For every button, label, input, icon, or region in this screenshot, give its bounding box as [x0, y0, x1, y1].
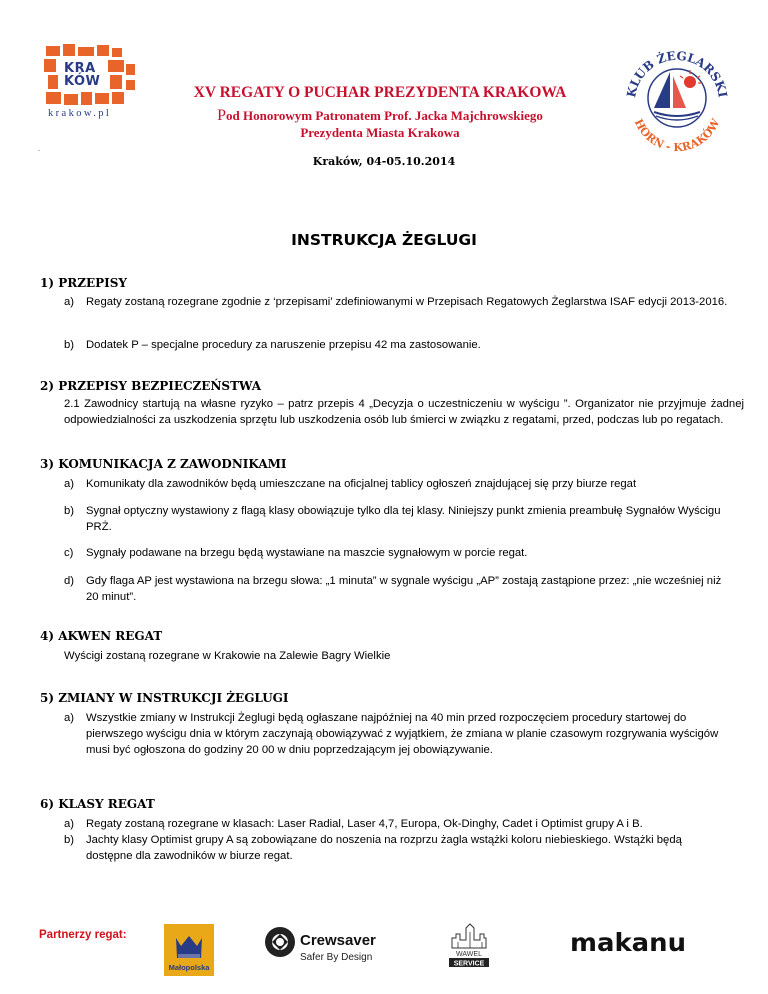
- list-item: [64, 337, 730, 353]
- section-heading-3: 3) KOMUNIKACJA Z ZAWODNIKAMI: [40, 457, 287, 471]
- item-label: a): [64, 296, 75, 308]
- item-label: a): [64, 712, 75, 724]
- section-paragraph: 2.1 Zawodnicy startują na własne ryzyko – patrz przepis 4 „Decyzja o uczestniczeniu w wyścigu ”. Organizator nie przyjmuje żadnej odpowiedzialności za uszkodzenia sprzętu lub uszkodzenia osób lub śmierci w związku z regatami, przed, podczas lub po regatach.: [64, 398, 744, 426]
- item-text: Regaty zostaną rozegrane zgodnie z ‘przepisami’ zdefiniowanymi w Przepisach Regatowych Żeglarstwa ISAF edycji 2013-2016.: [86, 296, 728, 308]
- section-paragraph: Wyścigi zostaną rozegrane w Krakowie na Zalewie Bagry Wielkie: [64, 650, 391, 662]
- patronage-first-letter: P: [217, 107, 227, 124]
- item-label: b): [64, 834, 75, 846]
- club-logo-top-text: KLUB ŻEGLARSKI: [624, 48, 730, 99]
- list-item: [64, 476, 730, 492]
- list-item: [64, 832, 730, 864]
- item-text: Regaty zostaną rozegrane w klasach: Laser Radial, Laser 4,7, Europa, Ok-Dinghy, Cadet i Optimist grupy A i B.: [86, 818, 643, 830]
- crown-icon: [164, 924, 214, 976]
- item-text: Sygnały podawane na brzegu będą wystawiane na maszcie sygnałowym w porcie regat.: [86, 547, 528, 559]
- patronage-line: [150, 107, 610, 125]
- list-item: [64, 545, 730, 561]
- krakow-logo-word2: KÓW: [64, 74, 101, 89]
- place-date: Kraków, 04-05.10.2014: [312, 155, 456, 168]
- item-label: b): [64, 505, 75, 517]
- malopolska-logo: [164, 924, 214, 976]
- makanu-wordmark-icon: [570, 930, 686, 954]
- item-label: c): [64, 547, 74, 559]
- wawel-bottom-text: SERVICE: [453, 960, 485, 968]
- list-item: [64, 294, 730, 310]
- section-heading-5: 5) ZMIANY W INSTRUKCJI ŻEGLUGI: [40, 691, 289, 705]
- crewsaver-text: Crewsaver: [300, 932, 376, 949]
- item-label: b): [64, 339, 75, 351]
- crewsaver-ring-icon: [263, 925, 385, 965]
- crewsaver-tagline: Safer By Design: [300, 952, 373, 963]
- makanu-text: makanu: [570, 930, 686, 954]
- section-heading-2: 2) PRZEPISY BEZPIECZEŃSTWA: [40, 379, 262, 393]
- wawel-castle-icon: [444, 922, 494, 970]
- item-text: Gdy flaga AP jest wystawiona na brzegu słowa: „1 minuta” w sygnale wyścigu „AP” zostają zastąpione przez: „nie wcześniej niż 20 minut”.: [86, 575, 722, 603]
- item-text: Dodatek P – specjalne procedury za naruszenie przepisu 42 ma zastosowanie.: [86, 339, 481, 351]
- malopolska-text: Małopolska: [168, 963, 210, 972]
- list-item: [64, 573, 730, 605]
- patronage-rest: od Honorowym Patronatem Prof. Jacka Majchrowskiego: [226, 108, 543, 123]
- item-label: a): [64, 478, 75, 490]
- item-text: Wszystkie zmiany w Instrukcji Żeglugi będą ogłaszane najpóźniej na 40 min przed rozpoczęciem procedury startowej do pierwszego wyścigu dnia w którym zaczynają obowiązywać z wyjątkiem, że zmiana w planie czasowym rozgrywania wyścigów musi być ogłoszona do godziny 20 00 w dniu poprzedzającym jej obowiązywanie.: [86, 712, 719, 756]
- krakow-logo: [44, 44, 136, 124]
- section-heading-1: 1) PRZEPISY: [40, 276, 127, 290]
- krakow-logo-word1: KRA: [64, 61, 96, 76]
- item-text: Jachty klasy Optimist grupy A są zobowiązane do noszenia na rozprzu żagla wstążki koloru niebieskiego. Wstążki będą dostępne dla zawodników w biurze regat.: [86, 834, 682, 862]
- club-logo-bottom-text: HORN - KRAKÓW: [631, 116, 723, 154]
- list-item: [64, 816, 730, 832]
- regatta-title: XV REGATY O PUCHAR PREZYDENTA KRAKOWA: [193, 84, 567, 101]
- section-heading-4: 4) AKWEN REGAT: [40, 629, 163, 643]
- club-logo: [618, 36, 736, 154]
- item-text: Komunikaty dla zawodników będą umieszczane na oficjalnej tablicy ogłoszeń znajdującej się przy biurze regat: [86, 478, 637, 490]
- dot-mark: .: [38, 144, 41, 153]
- krakow-logo-url: krakow.pl: [48, 108, 112, 119]
- crewsaver-logo: [263, 925, 385, 965]
- item-label: a): [64, 818, 75, 830]
- document-title: INSTRUKCJA ŻEGLUGI: [291, 231, 477, 249]
- wawel-top-text: WAWEL: [456, 951, 482, 958]
- list-item: [64, 710, 730, 758]
- patronage-line-2: Prezydenta Miasta Krakowa: [300, 125, 460, 140]
- list-item: [64, 503, 730, 535]
- makanu-logo: [570, 930, 686, 954]
- item-text: Sygnał optyczny wystawiony z flagą klasy obowiązuje tylko dla tej klasy. Niniejszy punkt zmienia preambułę Sygnałów Wyścigu PRŻ.: [86, 505, 721, 533]
- wawel-service-logo: [444, 922, 494, 970]
- partners-label: Partnerzy regat:: [39, 929, 127, 941]
- item-label: d): [64, 575, 75, 587]
- section-heading-6: 6) KLASY REGAT: [40, 797, 155, 811]
- sailboat-icon: [618, 36, 736, 154]
